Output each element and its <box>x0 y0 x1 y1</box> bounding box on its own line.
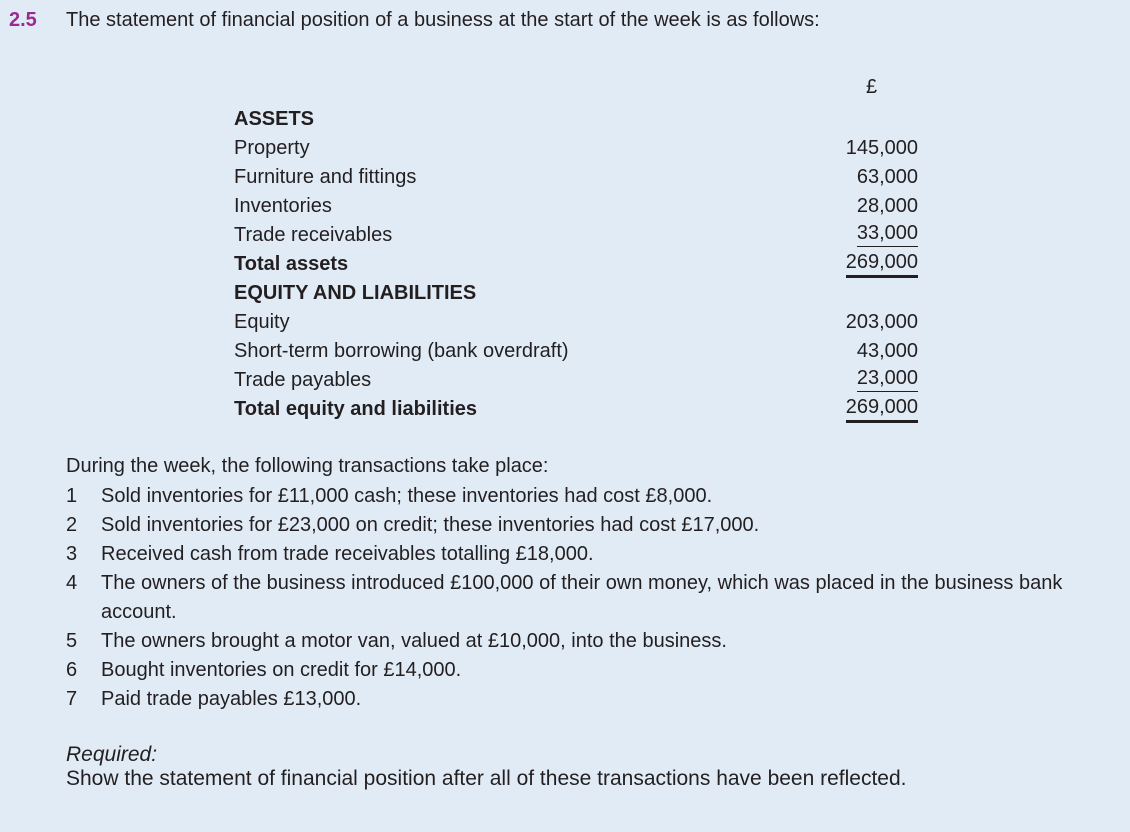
statement-row <box>234 337 918 366</box>
row-value: 23,000 <box>857 366 918 392</box>
transaction-number: 3 <box>66 543 78 565</box>
transaction-text: Bought inventories on credit for £14,000. <box>101 659 462 681</box>
statement-row <box>234 105 918 134</box>
transaction-item <box>66 482 1106 511</box>
row-label: ASSETS <box>234 108 315 130</box>
row-label: Inventories <box>234 195 332 217</box>
row-label: Total equity and liabilities <box>234 398 477 420</box>
statement-row <box>234 163 918 192</box>
transaction-number: 5 <box>66 630 78 652</box>
statement-row <box>234 279 918 308</box>
row-label: Short-term borrowing (bank overdraft) <box>234 340 569 362</box>
transaction-item <box>66 540 1106 569</box>
currency-heading: £ <box>866 76 878 98</box>
statement-row <box>234 250 918 279</box>
transaction-number: 2 <box>66 514 78 536</box>
transaction-text: The owners brought a motor van, valued at £10,000, into the business. <box>101 630 727 652</box>
row-label: Equity <box>234 311 290 333</box>
transaction-number: 4 <box>66 572 78 594</box>
row-label: Furniture and fittings <box>234 166 417 188</box>
row-value: 28,000 <box>856 195 918 217</box>
row-value: 269,000 <box>846 250 918 278</box>
statement-row <box>234 221 918 250</box>
transaction-number: 6 <box>66 659 78 681</box>
statement-row <box>234 395 918 424</box>
required-section <box>66 743 907 791</box>
statement-row <box>234 192 918 221</box>
transaction-text: Sold inventories for £23,000 on credit; these inventories had cost £17,000. <box>101 514 760 536</box>
row-label: EQUITY AND LIABILITIES <box>234 282 477 304</box>
transaction-item <box>66 627 1106 656</box>
row-label: Property <box>234 137 310 159</box>
transaction-item <box>66 569 1106 627</box>
transaction-text: The owners of the business introduced £100,000 of their own money, which was placed in the business bank account. <box>101 572 1063 623</box>
statement-row <box>234 134 918 163</box>
question-text: The statement of financial position of a business at the start of the week is as follows: <box>66 9 820 31</box>
transaction-number: 7 <box>66 688 78 710</box>
row-value: 33,000 <box>857 221 918 247</box>
transaction-item <box>66 656 1106 685</box>
row-label: Trade payables <box>234 369 372 391</box>
question-header <box>9 9 820 32</box>
row-value: 63,000 <box>856 166 918 188</box>
statement-row <box>234 366 918 395</box>
row-label: Total assets <box>234 253 349 275</box>
required-label: Required: <box>66 743 158 766</box>
row-value: 203,000 <box>845 311 918 333</box>
transaction-item <box>66 685 1106 714</box>
transaction-text: Paid trade payables £13,000. <box>101 688 362 710</box>
transactions-intro: During the week, the following transactions take place: <box>66 455 549 477</box>
row-label: Trade receivables <box>234 224 393 246</box>
row-value: 145,000 <box>845 137 918 159</box>
required-text: Show the statement of financial position after all of these transactions have been reflected. <box>66 767 907 790</box>
statement-row <box>234 308 918 337</box>
transaction-text: Received cash from trade receivables totalling £18,000. <box>101 543 594 565</box>
transaction-item <box>66 511 1106 540</box>
transaction-text: Sold inventories for £11,000 cash; these inventories had cost £8,000. <box>101 485 713 507</box>
question-number: 2.5 <box>9 9 37 31</box>
transaction-number: 1 <box>66 485 78 507</box>
row-value: 43,000 <box>856 340 918 362</box>
row-value: 269,000 <box>846 395 918 423</box>
